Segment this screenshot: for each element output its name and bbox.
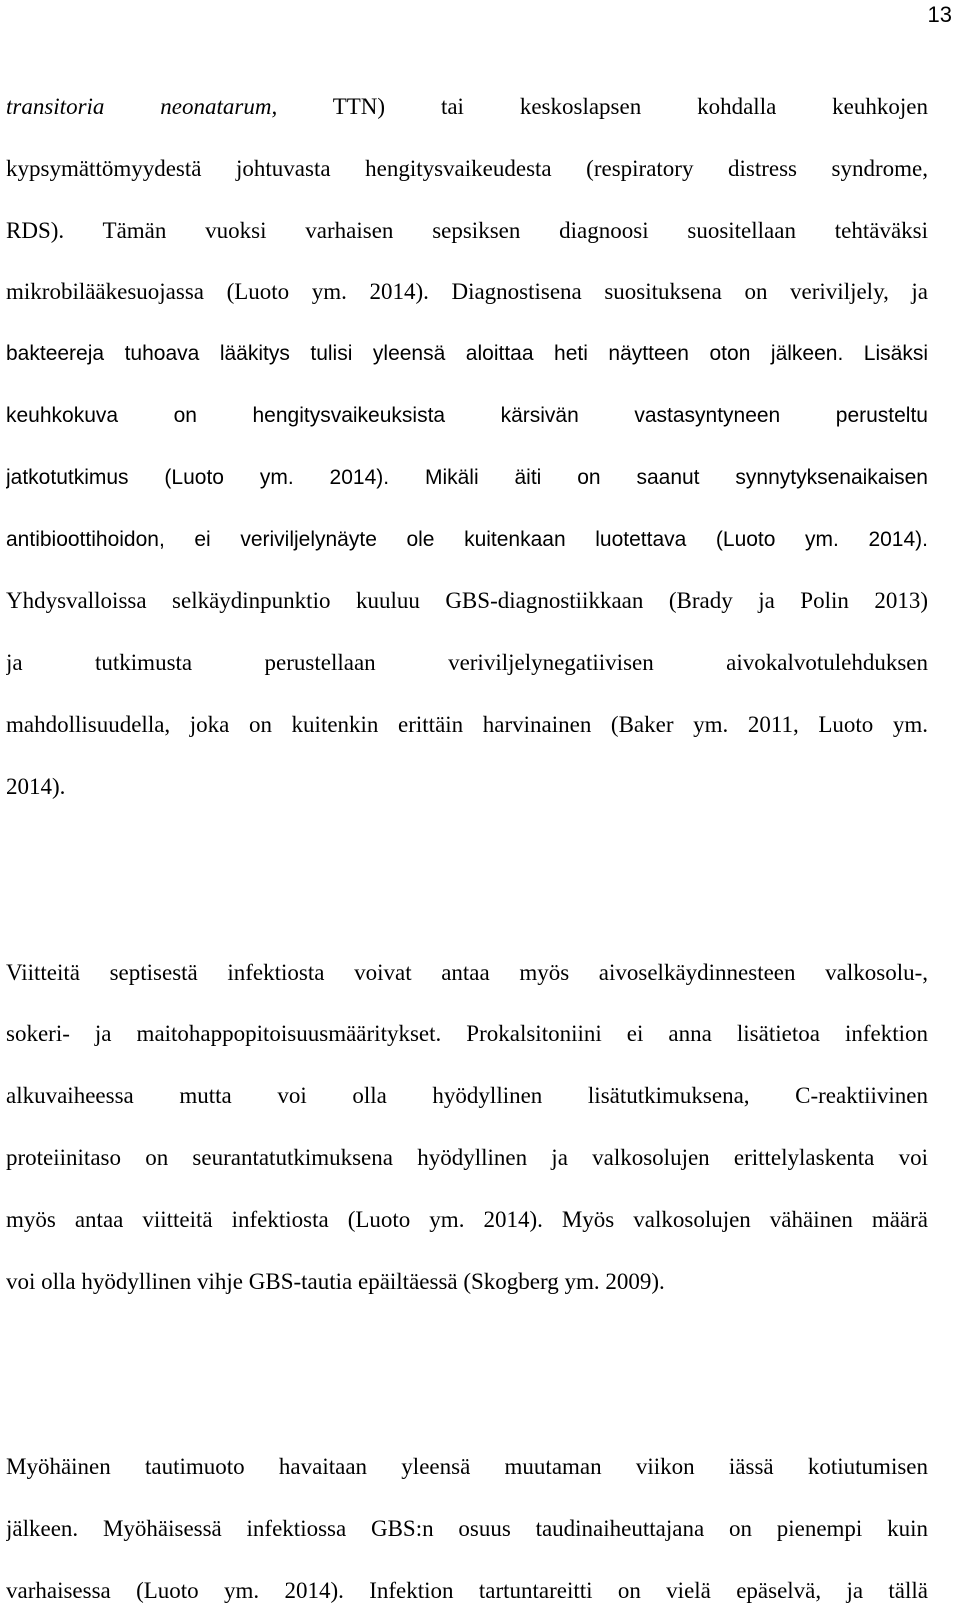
text-line <box>6 76 928 138</box>
text-line: mikrobilääkesuojassa (Luoto ym. 2014). Diagnostisena suosituksena on veriviljely, ja <box>6 279 928 305</box>
text-line: kypsymättömyydestä johtuvasta hengitysvaikeudesta (respiratory distress syndrome, <box>6 155 928 181</box>
text-line: sokeri- ja maitohappopitoisuusmääritykset. Prokalsitoniini ei anna lisätietoa infektion <box>6 1021 928 1047</box>
paragraph-gap <box>6 818 928 942</box>
paragraph-gap <box>6 1312 928 1436</box>
text-line: jatkotutkimus (Luoto ym. 2014). Mikäli äiti on saanut synnytyksenaikaisen <box>6 465 928 489</box>
italic-term: transitoria neonatarum, <box>6 94 278 119</box>
text-line: Viitteitä septisestä infektiosta voivat antaa myös aivoselkäydinnesteen valkosolu-, <box>6 959 928 985</box>
paragraph-lab-markers <box>6 942 928 1313</box>
text-line: voi olla hyödyllinen vihje GBS-tautia epäiltäessä (Skogberg ym. 2009). <box>6 1268 665 1294</box>
text-segment: TTN) tai keskoslapsen kohdalla keuhkojen <box>277 94 928 119</box>
text-line: ja tutkimusta perustellaan veriviljelynegatiivisen aivokalvotulehduksen <box>6 650 928 676</box>
page-number: 13 <box>927 2 952 27</box>
text-line: myös antaa viitteitä infektiosta (Luoto ym. 2014). Myös valkosolujen vähäinen määrä <box>6 1206 928 1232</box>
text-line: jälkeen. Myöhäisessä infektiossa GBS:n osuus taudinaiheuttajana on pienempi kuin <box>6 1516 928 1542</box>
text-line: RDS). Tämän vuoksi varhaisen sepsiksen diagnoosi suositellaan tehtäväksi <box>6 217 928 243</box>
paragraph-diagnostics <box>6 76 928 818</box>
document-body <box>6 76 928 1622</box>
text-line: keuhkokuva on hengitysvaikeuksista kärsivän vastasyntyneen perusteltu <box>6 403 928 427</box>
text-line: varhaisessa (Luoto ym. 2014). Infektion tartuntareitti on vielä epäselvä, ja tällä <box>6 1577 928 1603</box>
text-line: 2014). <box>6 773 66 799</box>
text-line: Yhdysvalloissa selkäydinpunktio kuuluu GBS-diagnostiikkaan (Brady ja Polin 2013) <box>6 588 928 614</box>
text-line: proteiinitaso on seurantatutkimuksena hyödyllinen ja valkosolujen erittelylaskenta voi <box>6 1144 928 1170</box>
text-line: mahdollisuudella, joka on kuitenkin erittäin harvinainen (Baker ym. 2011, Luoto ym. <box>6 711 928 737</box>
text-line: Myöhäinen tautimuoto havaitaan yleensä muutaman viikon iässä kotiutumisen <box>6 1454 928 1480</box>
text-line: bakteereja tuhoava lääkitys tulisi yleensä aloittaa heti näytteen oton jälkeen. Lisäksi <box>6 342 928 366</box>
paragraph-late-onset <box>6 1436 928 1621</box>
text-line: antibioottihoidon, ei veriviljelynäyte ole kuitenkaan luotettava (Luoto ym. 2014). <box>6 527 928 551</box>
text-line: alkuvaiheessa mutta voi olla hyödyllinen lisätutkimuksena, C-reaktiivinen <box>6 1083 928 1109</box>
